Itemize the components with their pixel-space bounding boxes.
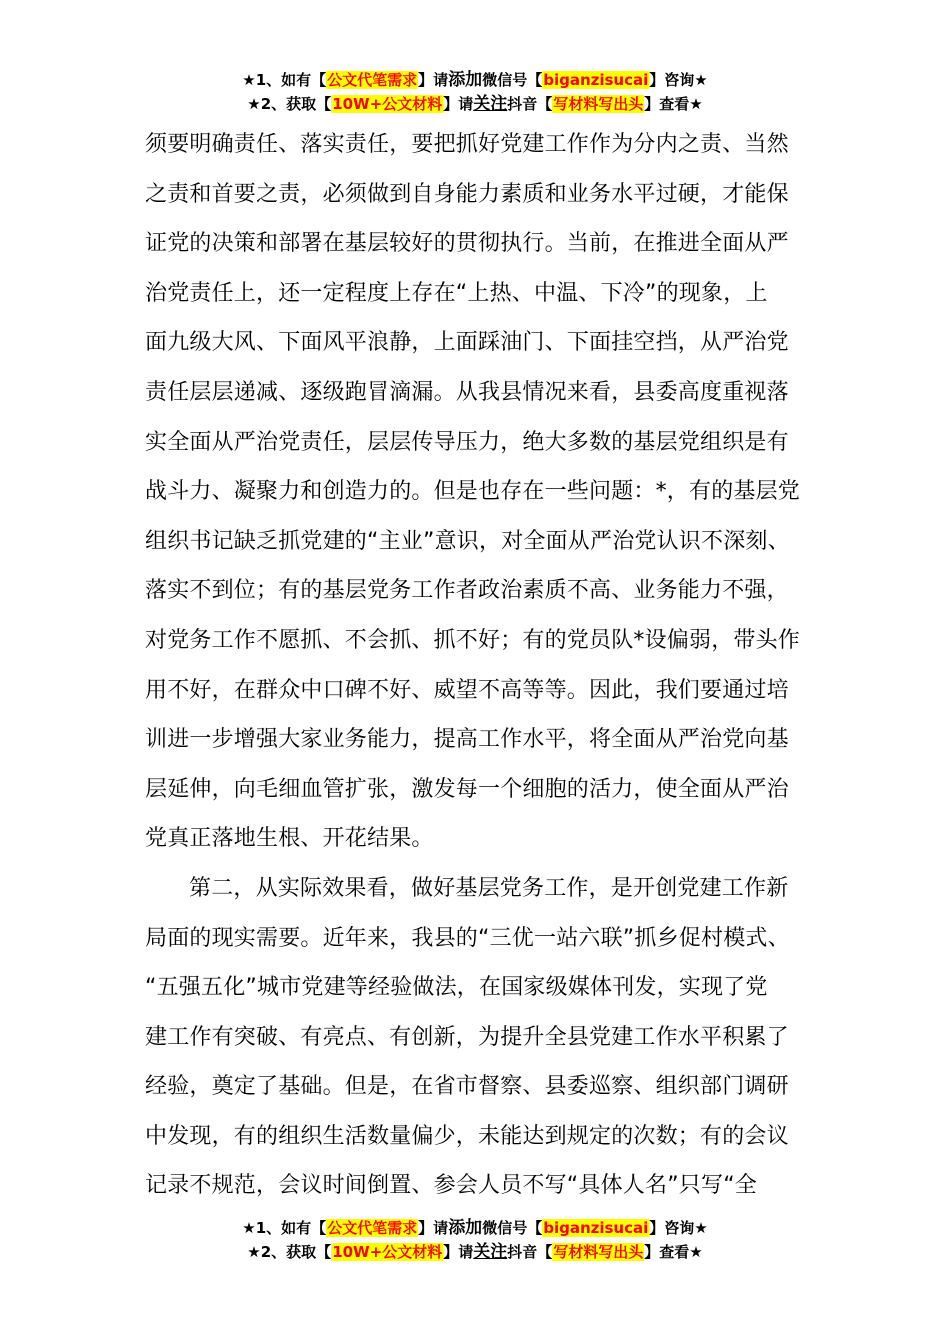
body-line: 层延伸，向毛细血管扩张，激发每一个细胞的活力，使全面从严治 xyxy=(145,776,789,802)
body-line: 面九级大风、下面风平浪静，上面踩油门、下面挂空挡，从严治党 xyxy=(145,330,789,356)
body-line: 训进一步增强大家业务能力，提高工作水平，将全面从严治党向基 xyxy=(145,727,789,753)
body-line: 组织书记缺乏抓党建的“主业”意识，对全面从严治党认识不深刻、 xyxy=(145,528,790,554)
document-body xyxy=(145,120,805,1211)
banner-highlight: 公文代笔需求 xyxy=(327,71,418,89)
banner-highlight: 公文代笔需求 xyxy=(327,1219,418,1237)
banner-highlight: 10W+公文材料 xyxy=(332,95,443,113)
body-line: 责任层层递减、逐级跑冒滴漏。从我县情况来看，县委高度重视落 xyxy=(145,379,789,405)
body-line: 治党责任上，还一定程度上存在“上热、中温、下冷”的现象，上 xyxy=(145,280,768,306)
paragraph-start-line: 第二，从实际效果看，做好基层党务工作，是开创党建工作新 xyxy=(189,875,789,901)
body-line: 党真正落地生根、开花结果。 xyxy=(145,826,434,852)
body-line: 用不好，在群众中口碑不好、威望不高等等。因此，我们要通过培 xyxy=(145,677,789,703)
body-line: 中发现，有的组织生活数量偏少，未能达到规定的次数；有的会议 xyxy=(145,1123,789,1149)
body-line: 之责和首要之责，必须做到自身能力素质和业务水平过硬，才能保 xyxy=(145,181,789,207)
banner-line-2: ★2、获取【10W+公文材料】请关注抖音【写材料写出头】查看★ xyxy=(247,1242,703,1262)
body-line: 建工作有突破、有亮点、有创新，为提升全县党建工作水平积累了 xyxy=(145,1024,789,1050)
body-line: 证党的决策和部署在基层较好的贯彻执行。当前，在推进全面从严 xyxy=(145,231,789,257)
banner-line-1: ★1、如有【公文代笔需求】请添加微信号【biganzisucai】咨询★ xyxy=(242,1218,708,1238)
body-line: 记录不规范，会议时间倒置、参会人员不写“具体人名”只写“全 xyxy=(145,1173,757,1199)
body-line: 对党务工作不愿抓、不会抓、抓不好；有的党员队*设偏弱，带头作 xyxy=(145,627,801,653)
banner-line-1: ★1、如有【公文代笔需求】请添加微信号【biganzisucai】咨询★ xyxy=(242,70,708,90)
body-line: 实全面从严治党责任，层层传导压力，绝大多数的基层党组织是有 xyxy=(145,429,789,455)
banner-line-2: ★2、获取【10W+公文材料】请关注抖音【写材料写出头】查看★ xyxy=(247,94,703,114)
body-line: 局面的现实需要。近年来，我县的“三优一站六联”抓乡促村模式、 xyxy=(145,925,790,951)
body-line: 战斗力、凝聚力和创造力的。但是也存在一些问题：*，有的基层党 xyxy=(145,479,801,505)
banner-highlight: 10W+公文材料 xyxy=(332,1243,443,1261)
body-line: “五强五化”城市党建等经验做法，在国家级媒体刊发，实现了党 xyxy=(145,975,768,1001)
body-line: 经验，奠定了基础。但是，在省市督察、县委巡察、组织部门调研 xyxy=(145,1074,789,1100)
banner-highlight: biganzisucai xyxy=(543,1219,649,1237)
banner-highlight: 写材料写出头 xyxy=(553,1243,644,1261)
footer-banner xyxy=(0,1216,950,1264)
banner-highlight: biganzisucai xyxy=(543,71,649,89)
header-banner xyxy=(0,68,950,116)
body-line: 须要明确责任、落实责任，要把抓好党建工作作为分内之责、当然 xyxy=(145,132,789,157)
body-line: 落实不到位；有的基层党务工作者政治素质不高、业务能力不强， xyxy=(145,578,789,604)
banner-highlight: 写材料写出头 xyxy=(553,95,644,113)
